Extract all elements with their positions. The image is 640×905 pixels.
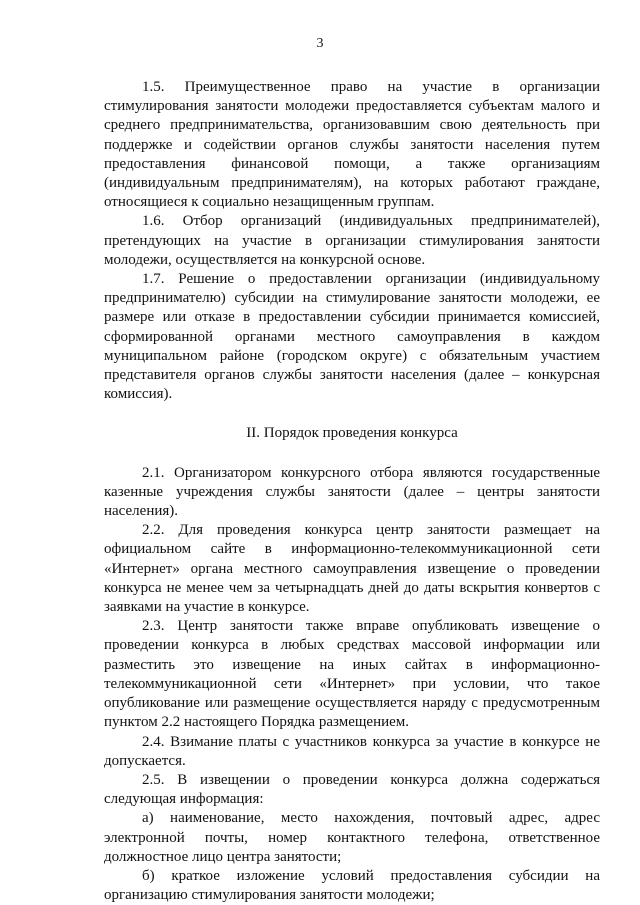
clause-1-6: 1.6. Отбор организаций (индивидуальных предпринимателей), претендующих на участие в организации стимулирования занятости молодежи, осуществляется на конкурсной основе. — [104, 213, 600, 268]
clause-2-2: 2.2. Для проведения конкурса центр занятости размещает на официальном сайте в информационно-телекоммуникационной сети «Интернет» органа местного самоуправления извещение о проведении конкурса не менее чем за четырнадцать дней до даты вскрытия конвертов с заявками на участие в конкурсе. — [104, 522, 600, 616]
clause-2-5-b: б) краткое изложение условий предоставления субсидии на организацию стимулирования занятости молодежи; — [104, 867, 600, 904]
page-number: 3 — [316, 36, 324, 51]
clause-2-3: 2.3. Центр занятости также вправе опубликовать извещение о проведении конкурса в любых средствах массовой информации или разместить это извещение на иных сайтах в информационно-телекоммуникационной сети «Интернет» при условии, что такое опубликование или размещение осуществляется наряду с предусмотренным пунктом 2.2 настоящего Порядка размещением. — [104, 618, 600, 731]
clause-2-4: 2.4. Взимание платы с участников конкурса за участие в конкурсе не допускается. — [104, 733, 600, 769]
document-body — [104, 78, 600, 905]
clause-1-7: 1.7. Решение о предоставлении организации (индивидуальному предпринимателю) субсидии на стимулирование занятости молодежи, ее размере или отказе в предоставлении субсидии принимается комиссией, сформированной органами местного самоуправления в каждом муниципальном районе (городском округе) с обязательным участием представителя органов службы занятости населения (далее – конкурсная комиссия). — [104, 271, 600, 403]
clause-2-1: 2.1. Организатором конкурсного отбора являются государственные казенные учреждения службы занятости (далее – центры занятости населения). — [104, 464, 600, 520]
section-2-heading: II. Порядок проведения конкурса — [246, 425, 458, 442]
clause-1-5: 1.5. Преимущественное право на участие в организации стимулирования занятости молодежи предоставляется субъектам малого и среднего предпринимательства, организовавшим свою деятельность при поддержке и содействии органов службы занятости населения путем предоставления финансовой помощи, а также организациям (индивидуальным предпринимателям), на которых работают граждане, относящиеся к социально незащищенным группам. — [104, 79, 600, 211]
clause-2-5-a: а) наименование, место нахождения, почтовый адрес, адрес электронной почты, номер контактного телефона, ответственное должностное лицо центра занятости; — [104, 810, 600, 865]
clause-2-5: 2.5. В извещении о проведении конкурса должна содержаться следующая информация: — [104, 771, 600, 808]
